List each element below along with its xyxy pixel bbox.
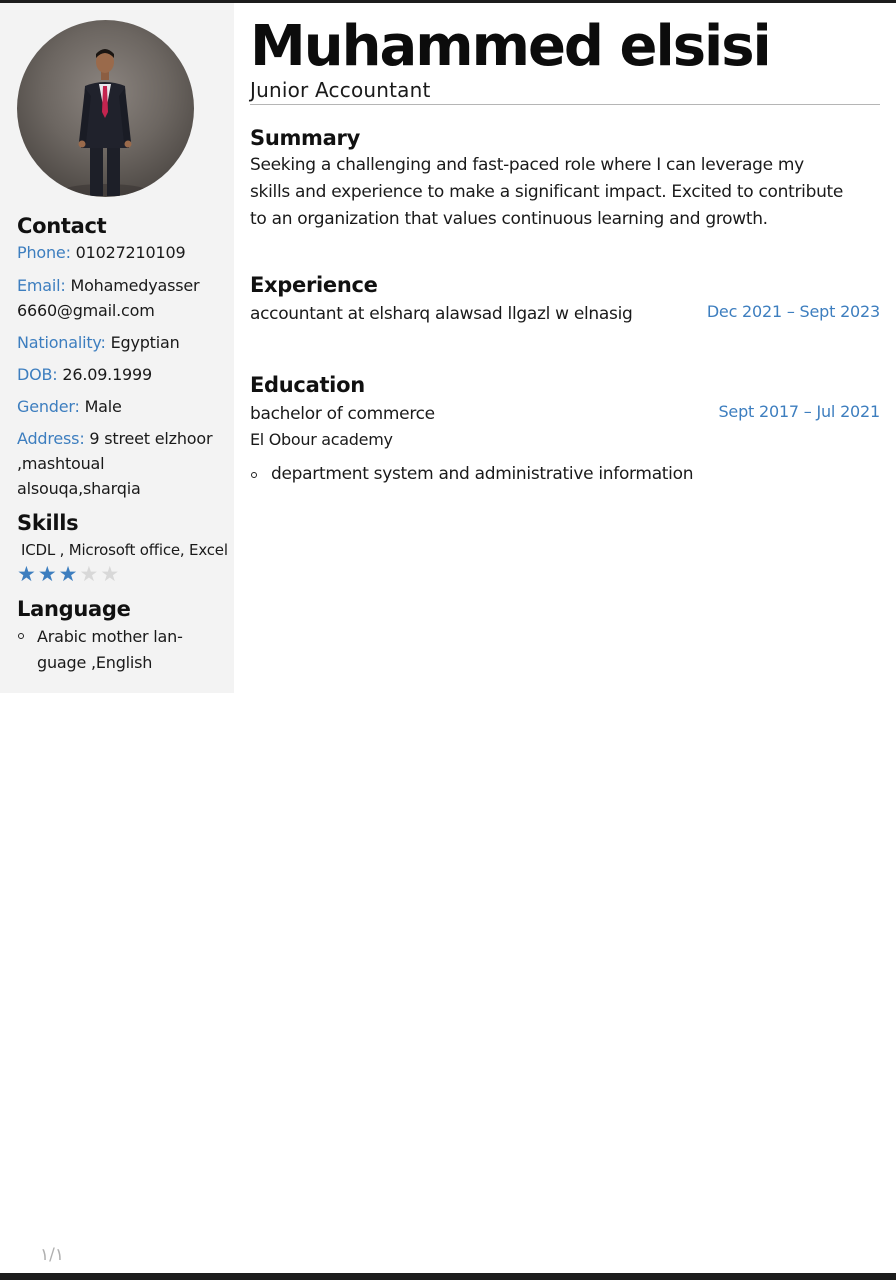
job-title: Junior Accountant bbox=[250, 78, 431, 102]
phone-line bbox=[17, 243, 185, 262]
phone-value: 01027210109 bbox=[75, 243, 186, 262]
dob-line bbox=[17, 365, 152, 384]
star-icon-filled: ★ bbox=[58, 562, 80, 586]
education-degree: bachelor of commerce bbox=[250, 404, 435, 424]
bottom-border bbox=[0, 1273, 896, 1280]
summary-line: skills and experience to make a significant impact. Excited to contribute bbox=[250, 182, 844, 202]
gender-line bbox=[17, 397, 122, 416]
skill-rating bbox=[17, 562, 121, 586]
candidate-name: Muhammed elsisi bbox=[250, 14, 770, 79]
address-value-part1: 9 street elzhoor bbox=[89, 429, 213, 448]
education-heading: Education bbox=[250, 373, 365, 397]
experience-heading: Experience bbox=[250, 273, 378, 297]
summary-line: Seeking a challenging and fast-paced role where I can leverage my bbox=[250, 155, 804, 175]
language-line1: Arabic mother lan- bbox=[37, 627, 183, 646]
star-icon-filled: ★ bbox=[17, 562, 38, 586]
email-line bbox=[17, 276, 199, 295]
dob-label: DOB: bbox=[17, 365, 58, 384]
education-institution: El Obour academy bbox=[250, 430, 393, 449]
skills-text: ICDL , Microsoft office, Excel bbox=[21, 541, 228, 559]
bullet-icon bbox=[251, 472, 257, 478]
experience-dates: Dec 2021 – Sept 2023 bbox=[706, 302, 880, 321]
star-icon-empty: ★ bbox=[100, 562, 122, 586]
address-label: Address: bbox=[17, 429, 85, 448]
header-divider bbox=[250, 104, 880, 105]
gender-value: Male bbox=[84, 397, 122, 416]
summary-line: to an organization that values continuous learning and growth. bbox=[250, 209, 768, 229]
nationality-value: Egyptian bbox=[110, 333, 180, 352]
education-dates: Sept 2017 – Jul 2021 bbox=[718, 402, 880, 421]
page-number: ١/١ bbox=[40, 1245, 64, 1265]
nationality-line bbox=[17, 333, 180, 352]
email-value-part2: 6660@gmail.com bbox=[17, 301, 155, 320]
address-value-part3: alsouqa,sharqia bbox=[17, 479, 141, 498]
nationality-label: Nationality: bbox=[17, 333, 106, 352]
person-silhouette-icon bbox=[17, 20, 194, 197]
phone-label: Phone: bbox=[17, 243, 71, 262]
experience-role: accountant at elsharq alawsad llgazl w elnasig bbox=[250, 304, 633, 324]
profile-photo bbox=[17, 20, 194, 197]
language-heading: Language bbox=[17, 597, 131, 621]
star-icon-empty: ★ bbox=[79, 562, 101, 586]
address-value-part2: ,mashtoual bbox=[17, 454, 105, 473]
dob-value: 26.09.1999 bbox=[62, 365, 152, 384]
contact-heading: Contact bbox=[17, 214, 107, 238]
education-bullet-text: department system and administrative information bbox=[271, 464, 694, 484]
summary-heading: Summary bbox=[250, 126, 360, 150]
address-line bbox=[17, 429, 212, 448]
language-line2: guage ,English bbox=[37, 653, 153, 672]
skills-heading: Skills bbox=[17, 511, 79, 535]
star-icon-filled: ★ bbox=[37, 562, 59, 586]
email-label: Email: bbox=[17, 276, 66, 295]
email-value-part1: Mohamedyasser bbox=[70, 276, 200, 295]
sidebar bbox=[0, 3, 234, 693]
bullet-icon bbox=[18, 633, 24, 639]
gender-label: Gender: bbox=[17, 397, 80, 416]
